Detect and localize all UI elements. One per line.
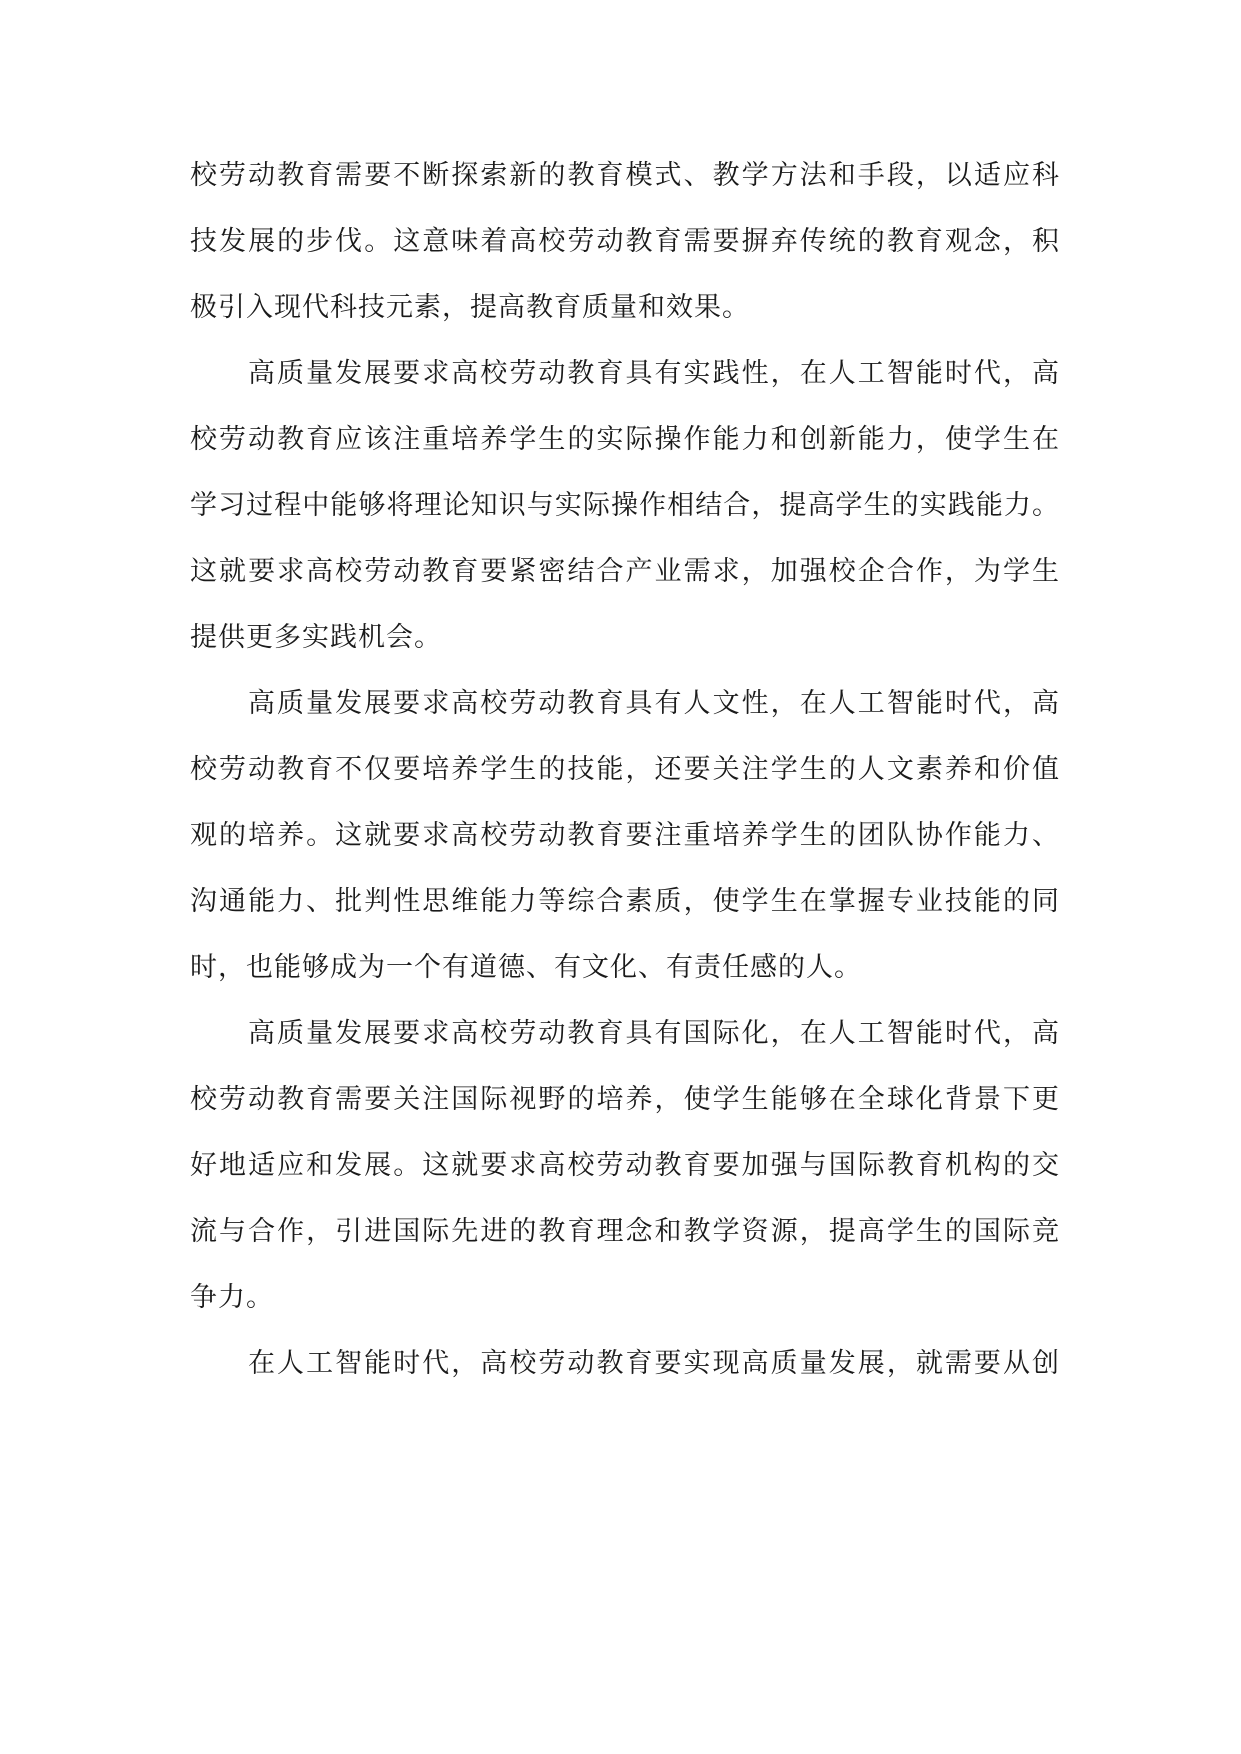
text-line: 极引入现代科技元素，提高教育质量和效果。 [190, 292, 750, 323]
text-line: 流与合作，引进国际先进的教育理念和教学资源，提高学生的国际竞 [190, 1216, 1060, 1247]
text-line: 高质量发展要求高校劳动教育具有人文性，在人工智能时代，高 [248, 688, 1060, 719]
text-line: 这就要求高校劳动教育要紧密结合产业需求，加强校企合作，为学生 [190, 556, 1060, 587]
text-line: 沟通能力、批判性思维能力等综合素质，使学生在掌握专业技能的同 [190, 886, 1060, 917]
text-line: 校劳动教育需要关注国际视野的培养，使学生能够在全球化背景下更 [190, 1084, 1060, 1115]
text-line: 校劳动教育不仅要培养学生的技能，还要关注学生的人文素养和价值 [190, 754, 1060, 785]
text-line: 观的培养。这就要求高校劳动教育要注重培养学生的团队协作能力、 [190, 820, 1060, 851]
text-line: 技发展的步伐。这意味着高校劳动教育需要摒弃传统的教育观念，积 [190, 226, 1060, 257]
text-line: 校劳动教育需要不断探索新的教育模式、教学方法和手段，以适应科 [190, 160, 1060, 191]
text-line: 高质量发展要求高校劳动教育具有国际化，在人工智能时代，高 [248, 1018, 1060, 1049]
document-body [190, 143, 1060, 1397]
text-line: 学习过程中能够将理论知识与实际操作相结合，提高学生的实践能力。 [190, 490, 1060, 521]
text-line: 争力。 [190, 1282, 274, 1313]
text-line: 提供更多实践机会。 [190, 622, 442, 653]
text-line: 时，也能够成为一个有道德、有文化、有责任感的人。 [190, 952, 862, 983]
text-line: 校劳动教育应该注重培养学生的实际操作能力和创新能力，使学生在 [190, 424, 1060, 455]
text-line: 高质量发展要求高校劳动教育具有实践性，在人工智能时代，高 [248, 358, 1060, 389]
text-line: 在人工智能时代，高校劳动教育要实现高质量发展，就需要从创 [248, 1348, 1060, 1379]
text-line: 好地适应和发展。这就要求高校劳动教育要加强与国际教育机构的交 [190, 1150, 1060, 1181]
